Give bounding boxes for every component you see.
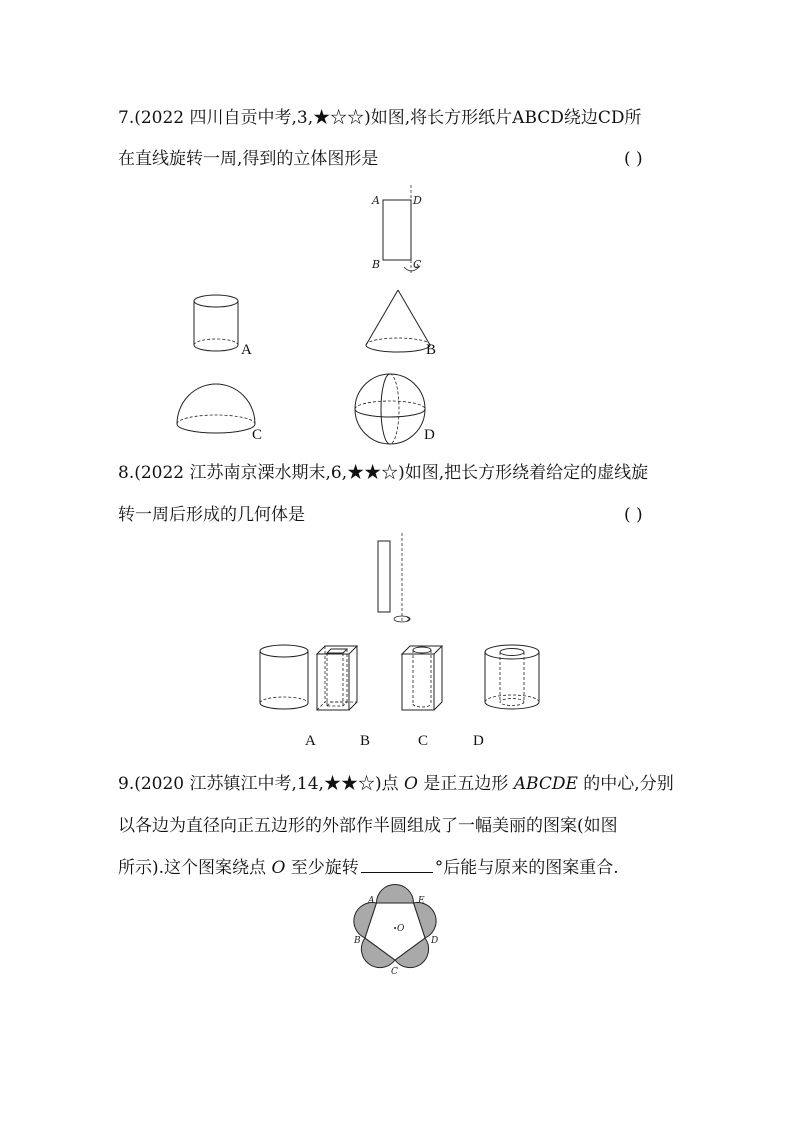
q8-text-line2: 转一周后形成的几何体是 [118, 505, 305, 525]
q7-option-d-sphere [353, 371, 429, 447]
q8-option-d-hollow-cylinder [481, 642, 545, 714]
q8-option-a-label: A [305, 733, 316, 749]
q9-label-o: O [397, 924, 405, 934]
q9-label-a: A [368, 896, 375, 906]
q7-option-b-label: B [426, 342, 437, 358]
q7-label-b: B [372, 258, 381, 271]
q9-answer-blank[interactable] [361, 856, 433, 873]
q7-text-line1: 7.(2022 四川自贡中考,3,★☆☆)如图,将长方形纸片ABCD绕边CD所 [118, 108, 642, 128]
q9-label-b: B [354, 936, 361, 946]
q9-line3-part-b: 至少旋转 [285, 858, 359, 878]
q8-option-d-label: D [473, 733, 484, 749]
q9-line3-part-c: °后能与原来的图案重合. [434, 858, 619, 878]
q7-label-a: A [372, 194, 380, 207]
q8-option-b-hollow-box [313, 642, 363, 714]
q7-option-b-cone [362, 288, 437, 358]
q9-pentagon-name: ABCDE [513, 774, 578, 794]
q8-option-c-label: C [418, 733, 429, 749]
q9-point-o: O [404, 774, 418, 794]
q7-option-c-label: C [252, 427, 263, 443]
q8-option-b-label: B [360, 733, 371, 749]
q9-label-e: E [418, 896, 425, 906]
q8-rectangle-figure [374, 533, 424, 629]
q7-text-line2: 在直线旋转一周,得到的立体图形是 [118, 149, 379, 169]
q7-label-c: C [413, 258, 422, 271]
q9-pentagon-figure [347, 893, 447, 989]
q7-option-a-cylinder [190, 290, 246, 356]
q9-point-o-2: O [271, 858, 286, 878]
q7-rectangle-figure [368, 185, 428, 277]
q8-answer-parentheses: ( ) [624, 505, 643, 525]
q9-text-line1 [118, 773, 674, 795]
q7-option-c-hemisphere [174, 380, 258, 436]
q9-line3-part-a: 所示).这个图案绕点 [118, 858, 272, 878]
q7-answer-parentheses: ( ) [624, 149, 643, 169]
q9-line1-part-a: 9.(2020 江苏镇江中考,14,★★☆)点 [118, 774, 404, 794]
q7-option-d-label: D [424, 427, 435, 443]
q9-text-line3 [118, 856, 619, 879]
q8-option-c-box-round-hole [398, 642, 448, 714]
q9-line1-part-b: 是正五边形 [417, 774, 514, 794]
q7-label-d: D [413, 194, 422, 207]
q9-text-line2: 以各边为直径向正五边形的外部作半圆组成了一幅美丽的图案(如图 [118, 816, 618, 836]
q9-line1-part-c: 的中心,分别 [577, 774, 674, 794]
q9-label-d: D [431, 936, 439, 946]
q7-option-a-label: A [241, 342, 252, 358]
q9-label-c: C [391, 967, 398, 977]
q8-text-line1: 8.(2022 江苏南京溧水期末,6,★★☆)如图,把长方形绕着给定的虚线旋 [118, 463, 649, 483]
q8-option-a-cylinder [256, 642, 312, 714]
